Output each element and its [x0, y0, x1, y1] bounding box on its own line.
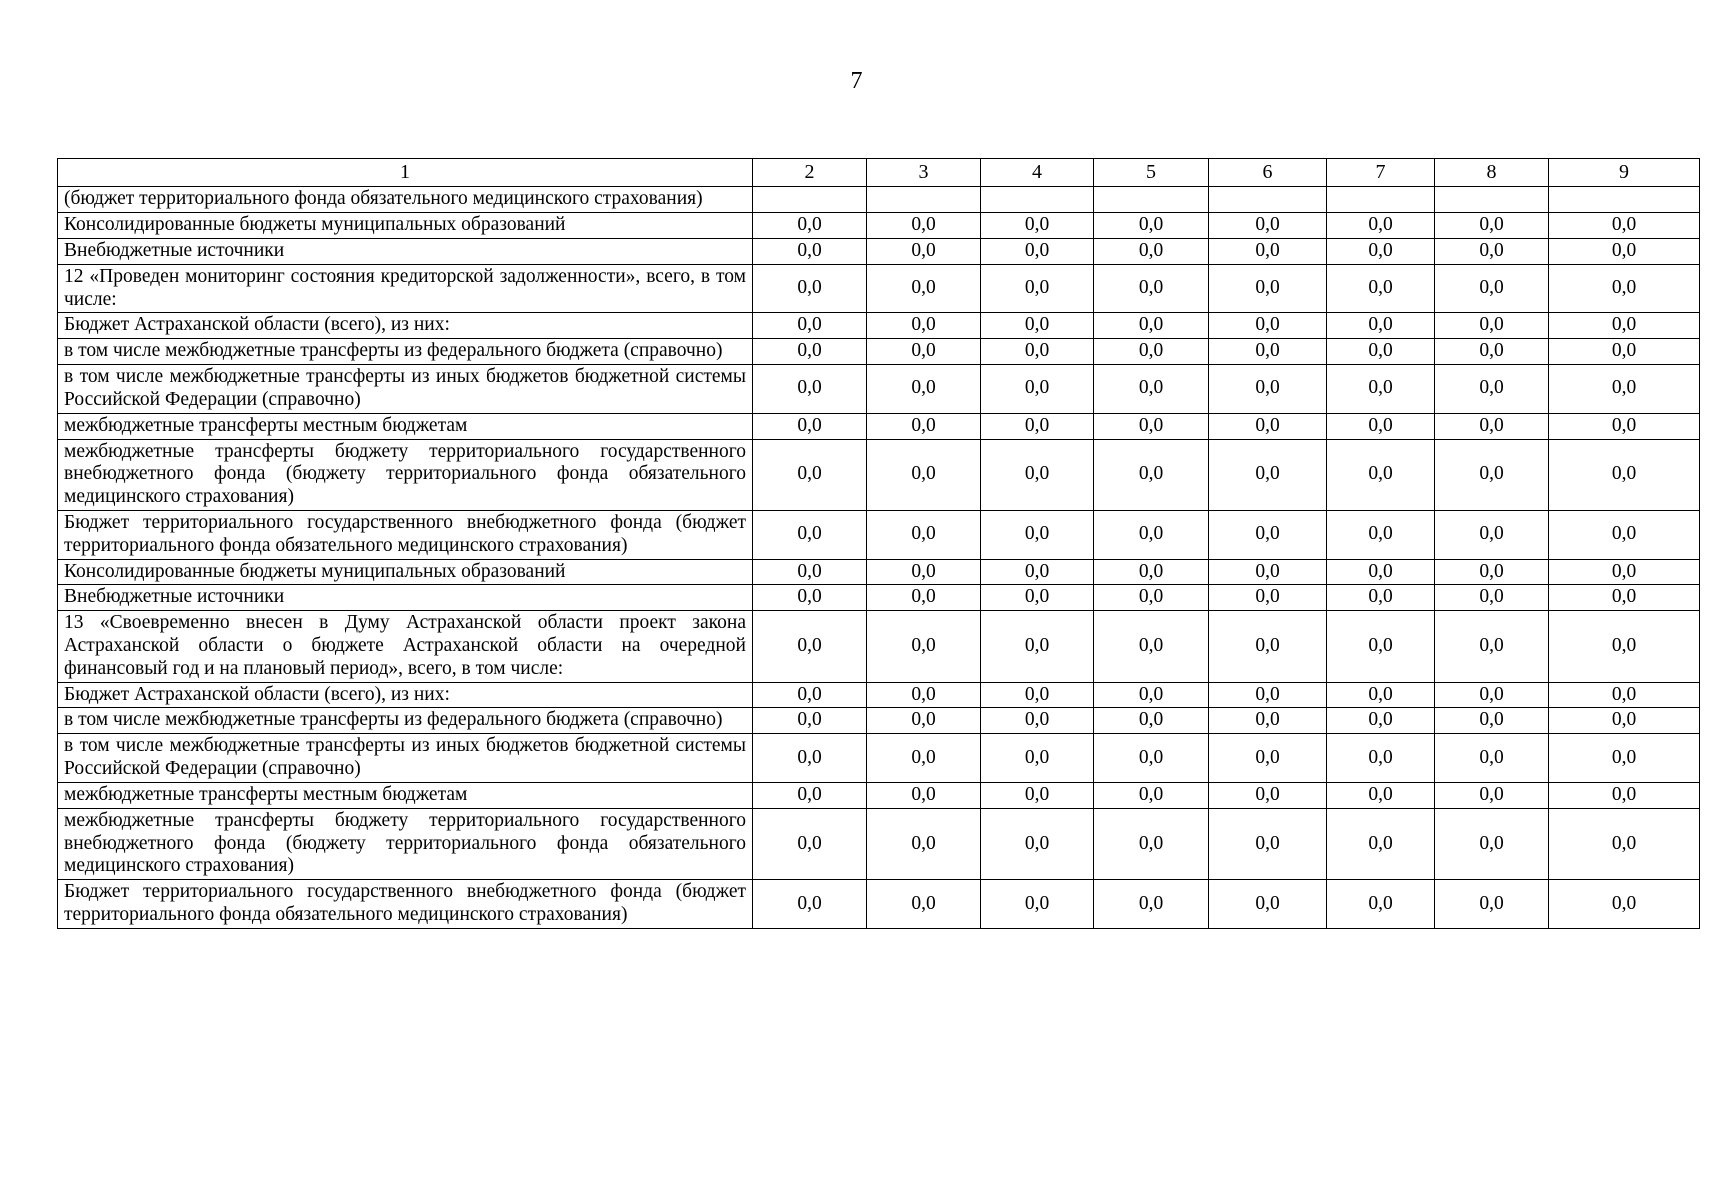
table-row [58, 264, 1700, 313]
row-label: (бюджет территориального фонда обязательного медицинского страхования) [58, 187, 753, 213]
value-cell: 0,0 [981, 559, 1094, 585]
value-cell: 0,0 [867, 880, 981, 929]
budget-table [57, 158, 1700, 929]
table-row [58, 708, 1700, 734]
value-cell: 0,0 [1094, 611, 1209, 682]
value-cell: 0,0 [1209, 413, 1327, 439]
row-label: в том числе межбюджетные трансферты из федерального бюджета (справочно) [58, 708, 753, 734]
value-cell: 0,0 [1209, 510, 1327, 559]
value-cell: 0,0 [1435, 213, 1549, 239]
value-cell: 0,0 [1327, 708, 1435, 734]
value-cell: 0,0 [1327, 808, 1435, 879]
value-cell: 0,0 [1209, 239, 1327, 265]
value-cell: 0,0 [1327, 782, 1435, 808]
table-row [58, 585, 1700, 611]
value-cell: 0,0 [981, 264, 1094, 313]
table-row [58, 559, 1700, 585]
row-label: межбюджетные трансферты местным бюджетам [58, 782, 753, 808]
value-cell: 0,0 [867, 611, 981, 682]
value-cell: 0,0 [1435, 782, 1549, 808]
value-cell: 0,0 [1549, 313, 1700, 339]
value-cell [867, 187, 981, 213]
header-cell: 4 [981, 159, 1094, 187]
value-cell: 0,0 [1094, 213, 1209, 239]
value-cell: 0,0 [1435, 365, 1549, 414]
header-cell: 2 [753, 159, 867, 187]
value-cell: 0,0 [981, 880, 1094, 929]
value-cell: 0,0 [1094, 439, 1209, 510]
value-cell: 0,0 [1094, 339, 1209, 365]
value-cell: 0,0 [981, 365, 1094, 414]
value-cell: 0,0 [1549, 339, 1700, 365]
value-cell: 0,0 [1549, 611, 1700, 682]
value-cell: 0,0 [1327, 734, 1435, 783]
header-cell: 1 [58, 159, 753, 187]
value-cell: 0,0 [1327, 439, 1435, 510]
value-cell: 0,0 [1549, 782, 1700, 808]
value-cell: 0,0 [753, 734, 867, 783]
table-row [58, 510, 1700, 559]
value-cell [1327, 187, 1435, 213]
value-cell: 0,0 [753, 510, 867, 559]
value-cell: 0,0 [1549, 213, 1700, 239]
value-cell: 0,0 [753, 213, 867, 239]
value-cell [1094, 187, 1209, 213]
value-cell: 0,0 [1435, 708, 1549, 734]
row-label: в том числе межбюджетные трансферты из иных бюджетов бюджетной системы Российской Федерации (справочно) [58, 365, 753, 414]
value-cell: 0,0 [981, 782, 1094, 808]
value-cell: 0,0 [1094, 734, 1209, 783]
value-cell: 0,0 [1435, 413, 1549, 439]
value-cell: 0,0 [1435, 439, 1549, 510]
row-label: Внебюджетные источники [58, 585, 753, 611]
value-cell: 0,0 [867, 213, 981, 239]
value-cell: 0,0 [1209, 559, 1327, 585]
value-cell [1209, 187, 1327, 213]
value-cell: 0,0 [1327, 213, 1435, 239]
value-cell: 0,0 [1327, 313, 1435, 339]
value-cell: 0,0 [981, 808, 1094, 879]
value-cell: 0,0 [1094, 239, 1209, 265]
value-cell: 0,0 [1549, 439, 1700, 510]
table-header-row [58, 159, 1700, 187]
value-cell: 0,0 [981, 339, 1094, 365]
value-cell: 0,0 [981, 510, 1094, 559]
value-cell: 0,0 [1435, 339, 1549, 365]
value-cell: 0,0 [753, 339, 867, 365]
value-cell: 0,0 [753, 585, 867, 611]
value-cell: 0,0 [1209, 339, 1327, 365]
row-label: в том числе межбюджетные трансферты из иных бюджетов бюджетной системы Российской Федерации (справочно) [58, 734, 753, 783]
value-cell: 0,0 [867, 510, 981, 559]
table-row [58, 611, 1700, 682]
value-cell: 0,0 [1209, 708, 1327, 734]
value-cell: 0,0 [867, 313, 981, 339]
value-cell: 0,0 [1327, 339, 1435, 365]
row-label: межбюджетные трансферты местным бюджетам [58, 413, 753, 439]
value-cell: 0,0 [1435, 559, 1549, 585]
value-cell: 0,0 [1094, 559, 1209, 585]
value-cell: 0,0 [1435, 611, 1549, 682]
header-cell: 3 [867, 159, 981, 187]
value-cell: 0,0 [1209, 313, 1327, 339]
table-row [58, 439, 1700, 510]
value-cell: 0,0 [753, 682, 867, 708]
value-cell: 0,0 [1549, 413, 1700, 439]
value-cell: 0,0 [753, 880, 867, 929]
value-cell: 0,0 [1327, 239, 1435, 265]
value-cell: 0,0 [1435, 510, 1549, 559]
value-cell: 0,0 [867, 585, 981, 611]
value-cell: 0,0 [753, 708, 867, 734]
value-cell: 0,0 [1209, 213, 1327, 239]
value-cell: 0,0 [1209, 439, 1327, 510]
value-cell: 0,0 [1435, 682, 1549, 708]
table-row [58, 239, 1700, 265]
page-number: 7 [850, 68, 863, 94]
value-cell: 0,0 [1327, 365, 1435, 414]
value-cell: 0,0 [867, 782, 981, 808]
value-cell: 0,0 [1327, 510, 1435, 559]
value-cell: 0,0 [981, 313, 1094, 339]
row-label: Бюджет Астраханской области (всего), из них: [58, 682, 753, 708]
value-cell: 0,0 [1094, 264, 1209, 313]
table-row [58, 413, 1700, 439]
value-cell [1435, 187, 1549, 213]
value-cell: 0,0 [981, 682, 1094, 708]
value-cell: 0,0 [1549, 880, 1700, 929]
value-cell: 0,0 [867, 808, 981, 879]
row-label: Бюджет территориального государственного внебюджетного фонда (бюджет территориального фонда обязательного медицинского страхования) [58, 880, 753, 929]
value-cell: 0,0 [981, 213, 1094, 239]
value-cell: 0,0 [867, 734, 981, 783]
value-cell [753, 187, 867, 213]
value-cell: 0,0 [1094, 313, 1209, 339]
value-cell: 0,0 [1209, 365, 1327, 414]
value-cell: 0,0 [1549, 708, 1700, 734]
value-cell: 0,0 [1435, 880, 1549, 929]
value-cell: 0,0 [1549, 239, 1700, 265]
value-cell [981, 187, 1094, 213]
value-cell: 0,0 [1327, 611, 1435, 682]
value-cell: 0,0 [753, 313, 867, 339]
table-row [58, 187, 1700, 213]
value-cell: 0,0 [1549, 510, 1700, 559]
value-cell: 0,0 [867, 559, 981, 585]
value-cell: 0,0 [1435, 734, 1549, 783]
value-cell: 0,0 [1549, 585, 1700, 611]
value-cell: 0,0 [867, 339, 981, 365]
value-cell: 0,0 [867, 708, 981, 734]
value-cell: 0,0 [867, 413, 981, 439]
value-cell: 0,0 [1094, 682, 1209, 708]
value-cell: 0,0 [1327, 585, 1435, 611]
table-row [58, 313, 1700, 339]
table-row [58, 339, 1700, 365]
table-body [58, 159, 1700, 929]
value-cell: 0,0 [1209, 880, 1327, 929]
value-cell: 0,0 [867, 264, 981, 313]
value-cell: 0,0 [753, 808, 867, 879]
value-cell: 0,0 [753, 365, 867, 414]
value-cell: 0,0 [867, 682, 981, 708]
value-cell: 0,0 [981, 413, 1094, 439]
value-cell: 0,0 [753, 439, 867, 510]
value-cell: 0,0 [1549, 682, 1700, 708]
value-cell: 0,0 [1209, 734, 1327, 783]
table-row [58, 365, 1700, 414]
value-cell: 0,0 [981, 585, 1094, 611]
header-cell: 9 [1549, 159, 1700, 187]
value-cell: 0,0 [867, 365, 981, 414]
value-cell [1549, 187, 1700, 213]
value-cell: 0,0 [1094, 510, 1209, 559]
header-cell: 7 [1327, 159, 1435, 187]
value-cell: 0,0 [1327, 682, 1435, 708]
table-row [58, 808, 1700, 879]
value-cell: 0,0 [981, 734, 1094, 783]
value-cell: 0,0 [753, 239, 867, 265]
value-cell: 0,0 [1549, 264, 1700, 313]
value-cell: 0,0 [1549, 365, 1700, 414]
header-cell: 8 [1435, 159, 1549, 187]
value-cell: 0,0 [1435, 808, 1549, 879]
value-cell: 0,0 [981, 611, 1094, 682]
value-cell: 0,0 [1327, 413, 1435, 439]
value-cell: 0,0 [1094, 782, 1209, 808]
value-cell: 0,0 [1209, 264, 1327, 313]
value-cell: 0,0 [1094, 708, 1209, 734]
row-label: Консолидированные бюджеты муниципальных образований [58, 559, 753, 585]
value-cell: 0,0 [753, 782, 867, 808]
value-cell: 0,0 [981, 239, 1094, 265]
row-label: межбюджетные трансферты бюджету территориального государственного внебюджетного фонда (бюджету территориального фонда обязательного медицинского страхования) [58, 808, 753, 879]
value-cell: 0,0 [1549, 559, 1700, 585]
table-row [58, 880, 1700, 929]
value-cell: 0,0 [1435, 264, 1549, 313]
table-row [58, 782, 1700, 808]
value-cell: 0,0 [1209, 782, 1327, 808]
value-cell: 0,0 [981, 708, 1094, 734]
value-cell: 0,0 [753, 559, 867, 585]
value-cell: 0,0 [753, 264, 867, 313]
value-cell: 0,0 [1327, 264, 1435, 313]
table-row [58, 734, 1700, 783]
value-cell: 0,0 [1549, 734, 1700, 783]
value-cell: 0,0 [1435, 585, 1549, 611]
table-row [58, 213, 1700, 239]
value-cell: 0,0 [1327, 559, 1435, 585]
value-cell: 0,0 [1209, 682, 1327, 708]
value-cell: 0,0 [1094, 880, 1209, 929]
value-cell: 0,0 [867, 239, 981, 265]
row-label: 13 «Своевременно внесен в Думу Астраханской области проект закона Астраханской области о бюджете Астраханской области на очередной финансовый год и на плановый период», всего, в том числе: [58, 611, 753, 682]
value-cell: 0,0 [753, 611, 867, 682]
value-cell: 0,0 [1209, 611, 1327, 682]
header-cell: 6 [1209, 159, 1327, 187]
value-cell: 0,0 [1435, 313, 1549, 339]
row-label: Бюджет территориального государственного внебюджетного фонда (бюджет территориального фонда обязательного медицинского страхования) [58, 510, 753, 559]
value-cell: 0,0 [1549, 808, 1700, 879]
value-cell: 0,0 [1094, 365, 1209, 414]
value-cell: 0,0 [1435, 239, 1549, 265]
value-cell: 0,0 [1094, 808, 1209, 879]
row-label: 12 «Проведен мониторинг состояния кредиторской задолженности», всего, в том числе: [58, 264, 753, 313]
value-cell: 0,0 [753, 413, 867, 439]
row-label: Внебюджетные источники [58, 239, 753, 265]
row-label: Консолидированные бюджеты муниципальных образований [58, 213, 753, 239]
value-cell: 0,0 [1094, 585, 1209, 611]
value-cell: 0,0 [1209, 585, 1327, 611]
value-cell: 0,0 [1209, 808, 1327, 879]
row-label: в том числе межбюджетные трансферты из федерального бюджета (справочно) [58, 339, 753, 365]
header-cell: 5 [1094, 159, 1209, 187]
row-label: Бюджет Астраханской области (всего), из них: [58, 313, 753, 339]
row-label: межбюджетные трансферты бюджету территориального государственного внебюджетного фонда (бюджету территориального фонда обязательного медицинского страхования) [58, 439, 753, 510]
value-cell: 0,0 [1327, 880, 1435, 929]
value-cell: 0,0 [1094, 413, 1209, 439]
table-row [58, 682, 1700, 708]
value-cell: 0,0 [867, 439, 981, 510]
value-cell: 0,0 [981, 439, 1094, 510]
